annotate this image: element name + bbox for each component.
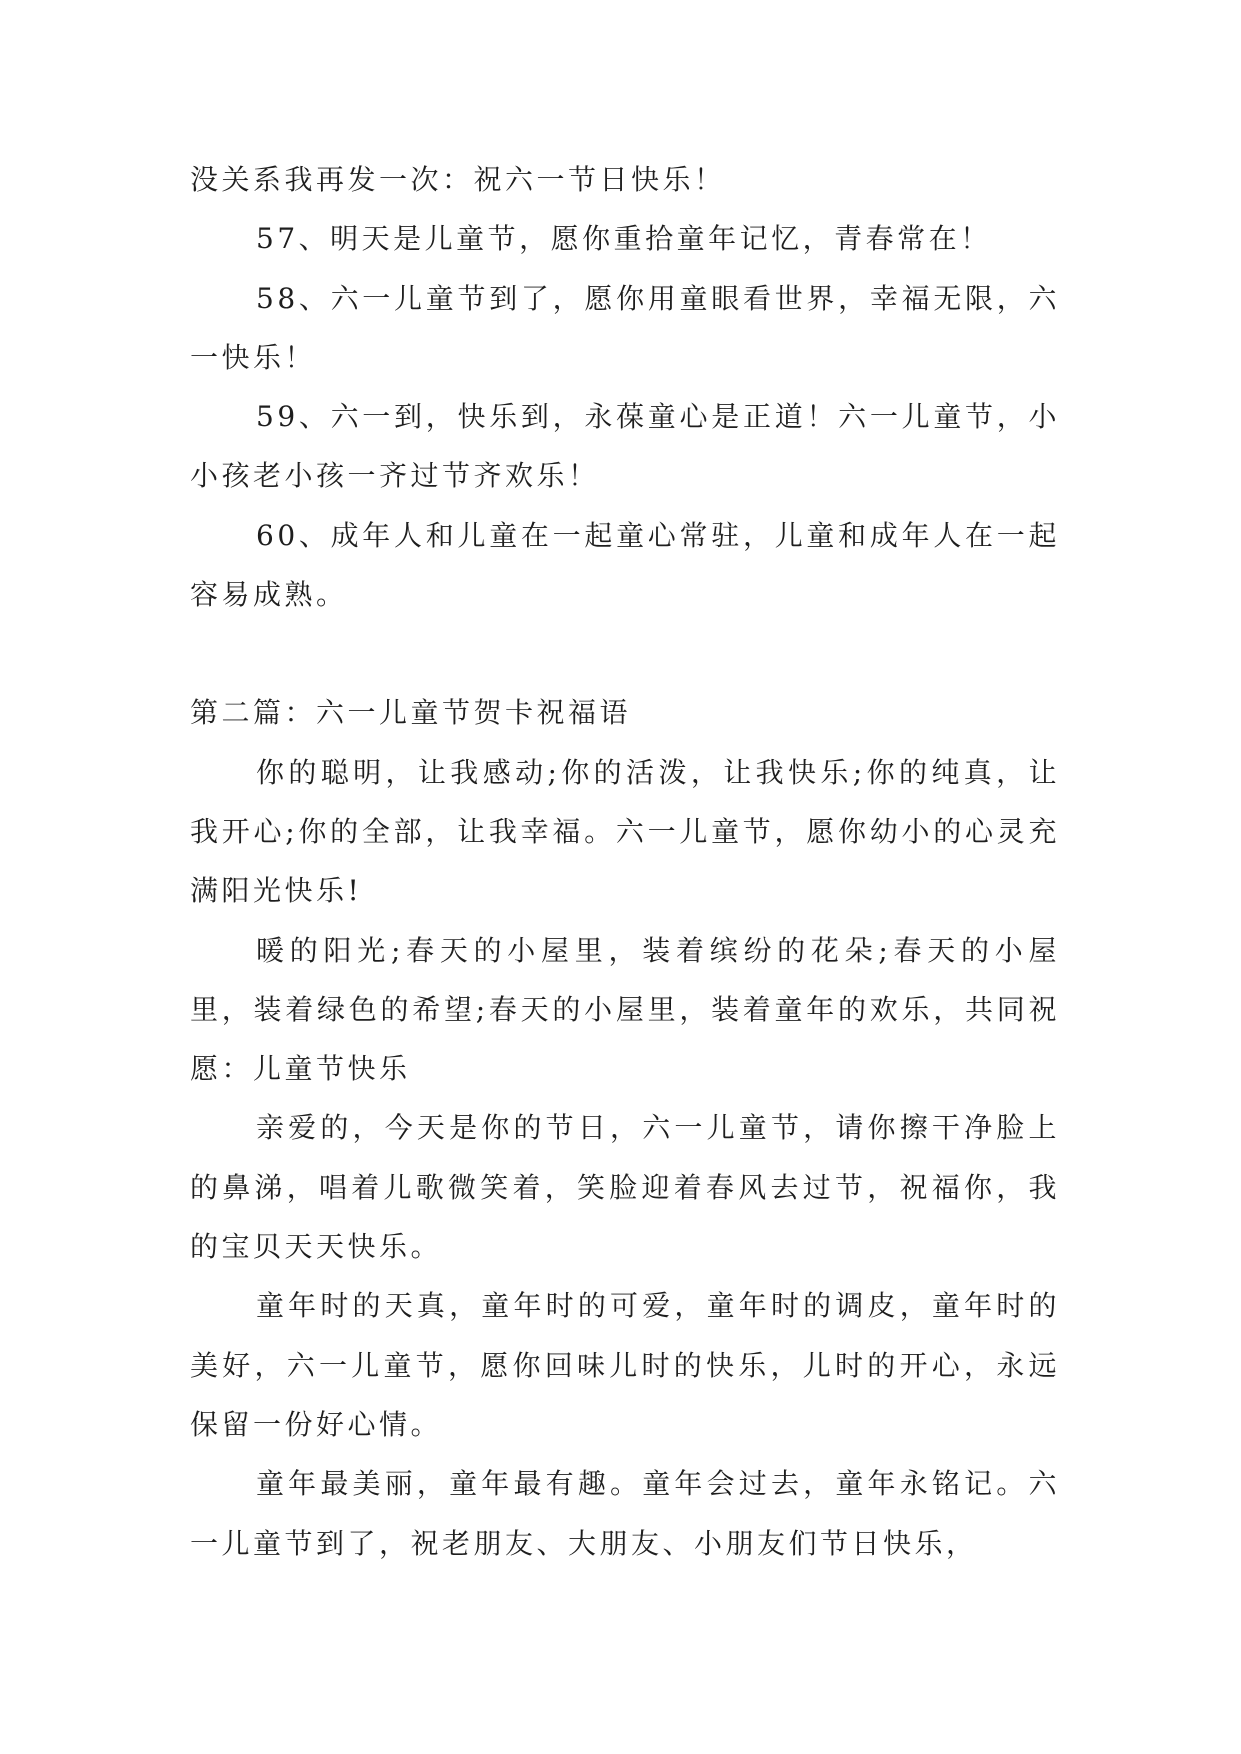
section-heading: 第二篇：六一儿童节贺卡祝福语 [190, 696, 632, 730]
list-item-59: 59、六一到，快乐到，永葆童心是正道！六一儿童节，小小孩老小孩一齐过节齐欢乐！ [190, 400, 1060, 493]
paragraph: 暖的阳光;春天的小屋里，装着缤纷的花朵;春天的小屋里，装着绿色的希望;春天的小屋里，装着童年的欢乐，共同祝愿：儿童节快乐 [190, 933, 1060, 1086]
list-item-57: 57、明天是儿童节，愿你重拾童年记忆，青春常在！ [256, 222, 992, 256]
section-spacer [190, 624, 1060, 683]
list-item-58: 58、六一儿童节到了，愿你用童眼看世界，幸福无限，六一快乐！ [190, 281, 1060, 374]
paragraph: 亲爱的，今天是你的节日，六一儿童节，请你擦干净脸上的鼻涕，唱着儿歌微笑着，笑脸迎着春风去过节，祝福你，我的宝贝天天快乐。 [190, 1111, 1060, 1264]
document-body [190, 150, 1060, 1573]
paragraph: 童年时的天真，童年时的可爱，童年时的调皮，童年时的美好，六一儿童节，愿你回味儿时的快乐，儿时的开心，永远保留一份好心情。 [190, 1289, 1060, 1441]
continuation-line: 没关系我再发一次：祝六一节日快乐！ [190, 163, 726, 196]
list-item-60: 60、成年人和儿童在一起童心常驻，儿童和成年人在一起容易成熟。 [190, 518, 1060, 612]
paragraph: 你的聪明，让我感动;你的活泼，让我快乐;你的纯真，让我开心;你的全部，让我幸福。六一儿童节，愿你幼小的心灵充满阳光快乐! [190, 755, 1060, 908]
paragraph: 童年最美丽，童年最有趣。童年会过去，童年永铭记。六一儿童节到了，祝老朋友、大朋友、小朋友们节日快乐， [190, 1467, 1060, 1560]
